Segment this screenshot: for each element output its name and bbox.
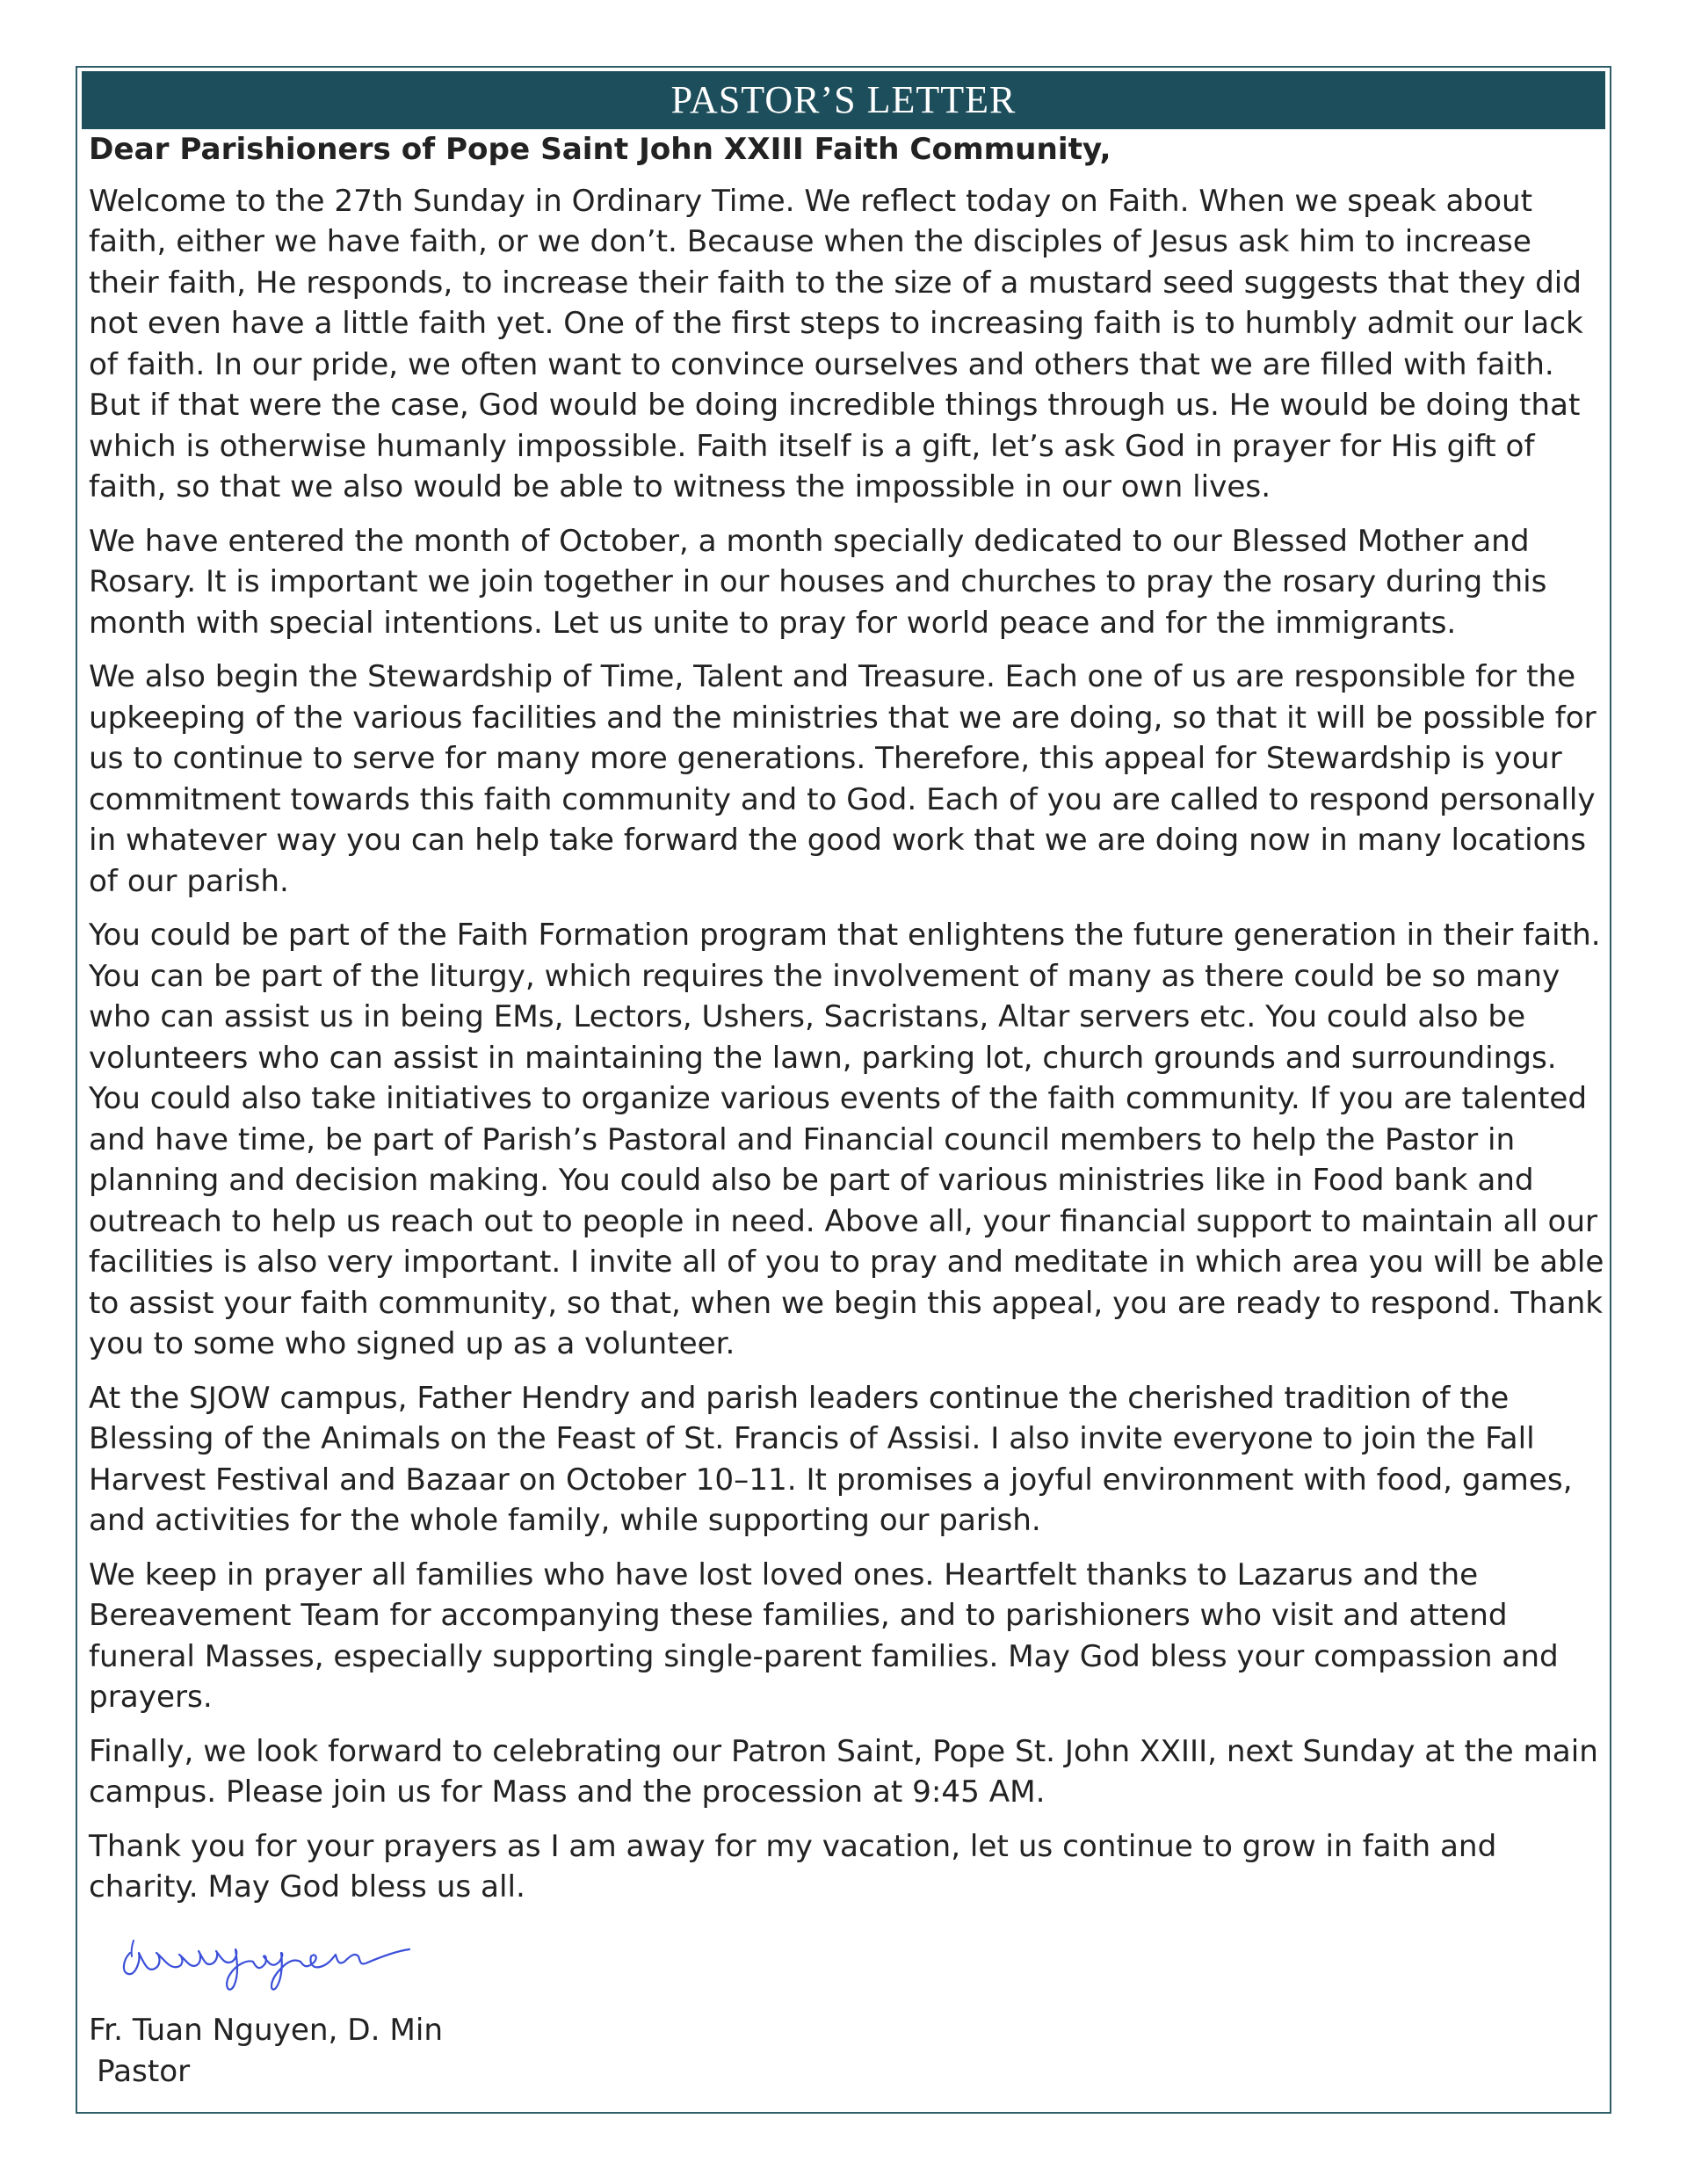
- paragraph-volunteering: You could be part of the Faith Formation program that enlightens the future generation in their faith. You can be part of the liturgy, which requires the involvement of many as there could be so many who can assist us in being EMs, Lectors, Ushers, Sacristans, Altar servers etc. You could also be volunteers who can assist in maintaining the lawn, parking lot, church grounds and surroundings. You could also take initiatives to organize various events of the faith community. If you are talented and have time, be part of Parish’s Pastoral and Financial council members to help the Pastor in planning and decision making. You could also be part of various ministries like in Food bank and outreach to help us reach out to people in need. Above all, your financial support to maintain all our facilities is also very important. I invite all of you to pray and meditate in which area you will be able to assist your faith community, so that, when we begin this appeal, you are ready to respond. Thank you to some who signed up as a volunteer.: [89, 918, 1604, 1361]
- letter-title: PASTOR’S LETTER: [670, 78, 1017, 121]
- paragraph-october-rosary: We have entered the month of October, a month specially dedicated to our Blessed Mother and Rosary. It is important we join together in our houses and churches to pray the rosary during this month with special intentions. Let us unite to pray for world peace and for the immigrants.: [89, 523, 1547, 641]
- salutation: Dear Parishioners of Pope Saint John XXIII Faith Community,: [89, 132, 1111, 167]
- signature-block: [89, 2010, 443, 2092]
- paragraph-bereavement: We keep in prayer all families who have lost loved ones. Heartfelt thanks to Lazarus and the Bereavement Team for accompanying these families, and to parishioners who visit and attend funeral Masses, especially supporting single-parent families. May God bless your compassion and prayers.: [89, 1556, 1559, 1715]
- handwritten-signature: [114, 1918, 413, 1997]
- letter-header: [82, 71, 1605, 129]
- signer-title: Pastor: [97, 2053, 191, 2089]
- signer-name: Fr. Tuan Nguyen, D. Min: [89, 2013, 444, 2048]
- paragraph-faith: Welcome to the 27th Sunday in Ordinary Time. We reflect today on Faith. When we speak about faith, either we have faith, or we don’t. Because when the disciples of Jesus ask him to increase their faith, He responds, to increase their faith to the size of a mustard seed suggests that they did not even have a little faith yet. One of the first steps to increasing faith is to humbly admit our lack of faith. In our pride, we often want to convince ourselves and others that we are filled with faith. But if that were the case, God would be doing incredible things through us. He would be doing that which is otherwise humanly impossible. Faith itself is a gift, let’s ask God in prayer for His gift of faith, so that we also would be able to witness the impossible in our own lives.: [89, 183, 1583, 504]
- paragraph-stewardship: We also begin the Stewardship of Time, Talent and Treasure. Each one of us are responsible for the upkeeping of the various facilities and the ministries that we are doing, so that it will be possible for us to continue to serve for many more generations. Therefore, this appeal for Stewardship is your commitment towards this faith community and to God. Each of you are called to respond personally in whatever way you can help take forward the good work that we are doing now in many locations of our parish.: [89, 659, 1596, 899]
- paragraph-closing: Thank you for your prayers as I am away for my vacation, let us continue to grow in faith and charity. May God bless us all.: [89, 1828, 1497, 1905]
- paragraph-sjow-campus: At the SJOW campus, Father Hendry and parish leaders continue the cherished tradition of the Blessing of the Animals on the Feast of St. Francis of Assisi. I also invite everyone to join the Fall Harvest Festival and Bazaar on October 10–11. It promises a joyful environment with food, games, and activities for the whole family, while supporting our parish.: [89, 1380, 1573, 1538]
- paragraph-patron-saint: Finally, we look forward to celebrating our Patron Saint, Pope St. John XXIII, next Sunday at the main campus. Please join us for Mass and the procession at 9:45 AM.: [89, 1733, 1598, 1810]
- signature-drawing: [114, 1918, 413, 1997]
- pastors-letter-frame: [76, 66, 1611, 2114]
- letter-body: [89, 129, 1604, 1921]
